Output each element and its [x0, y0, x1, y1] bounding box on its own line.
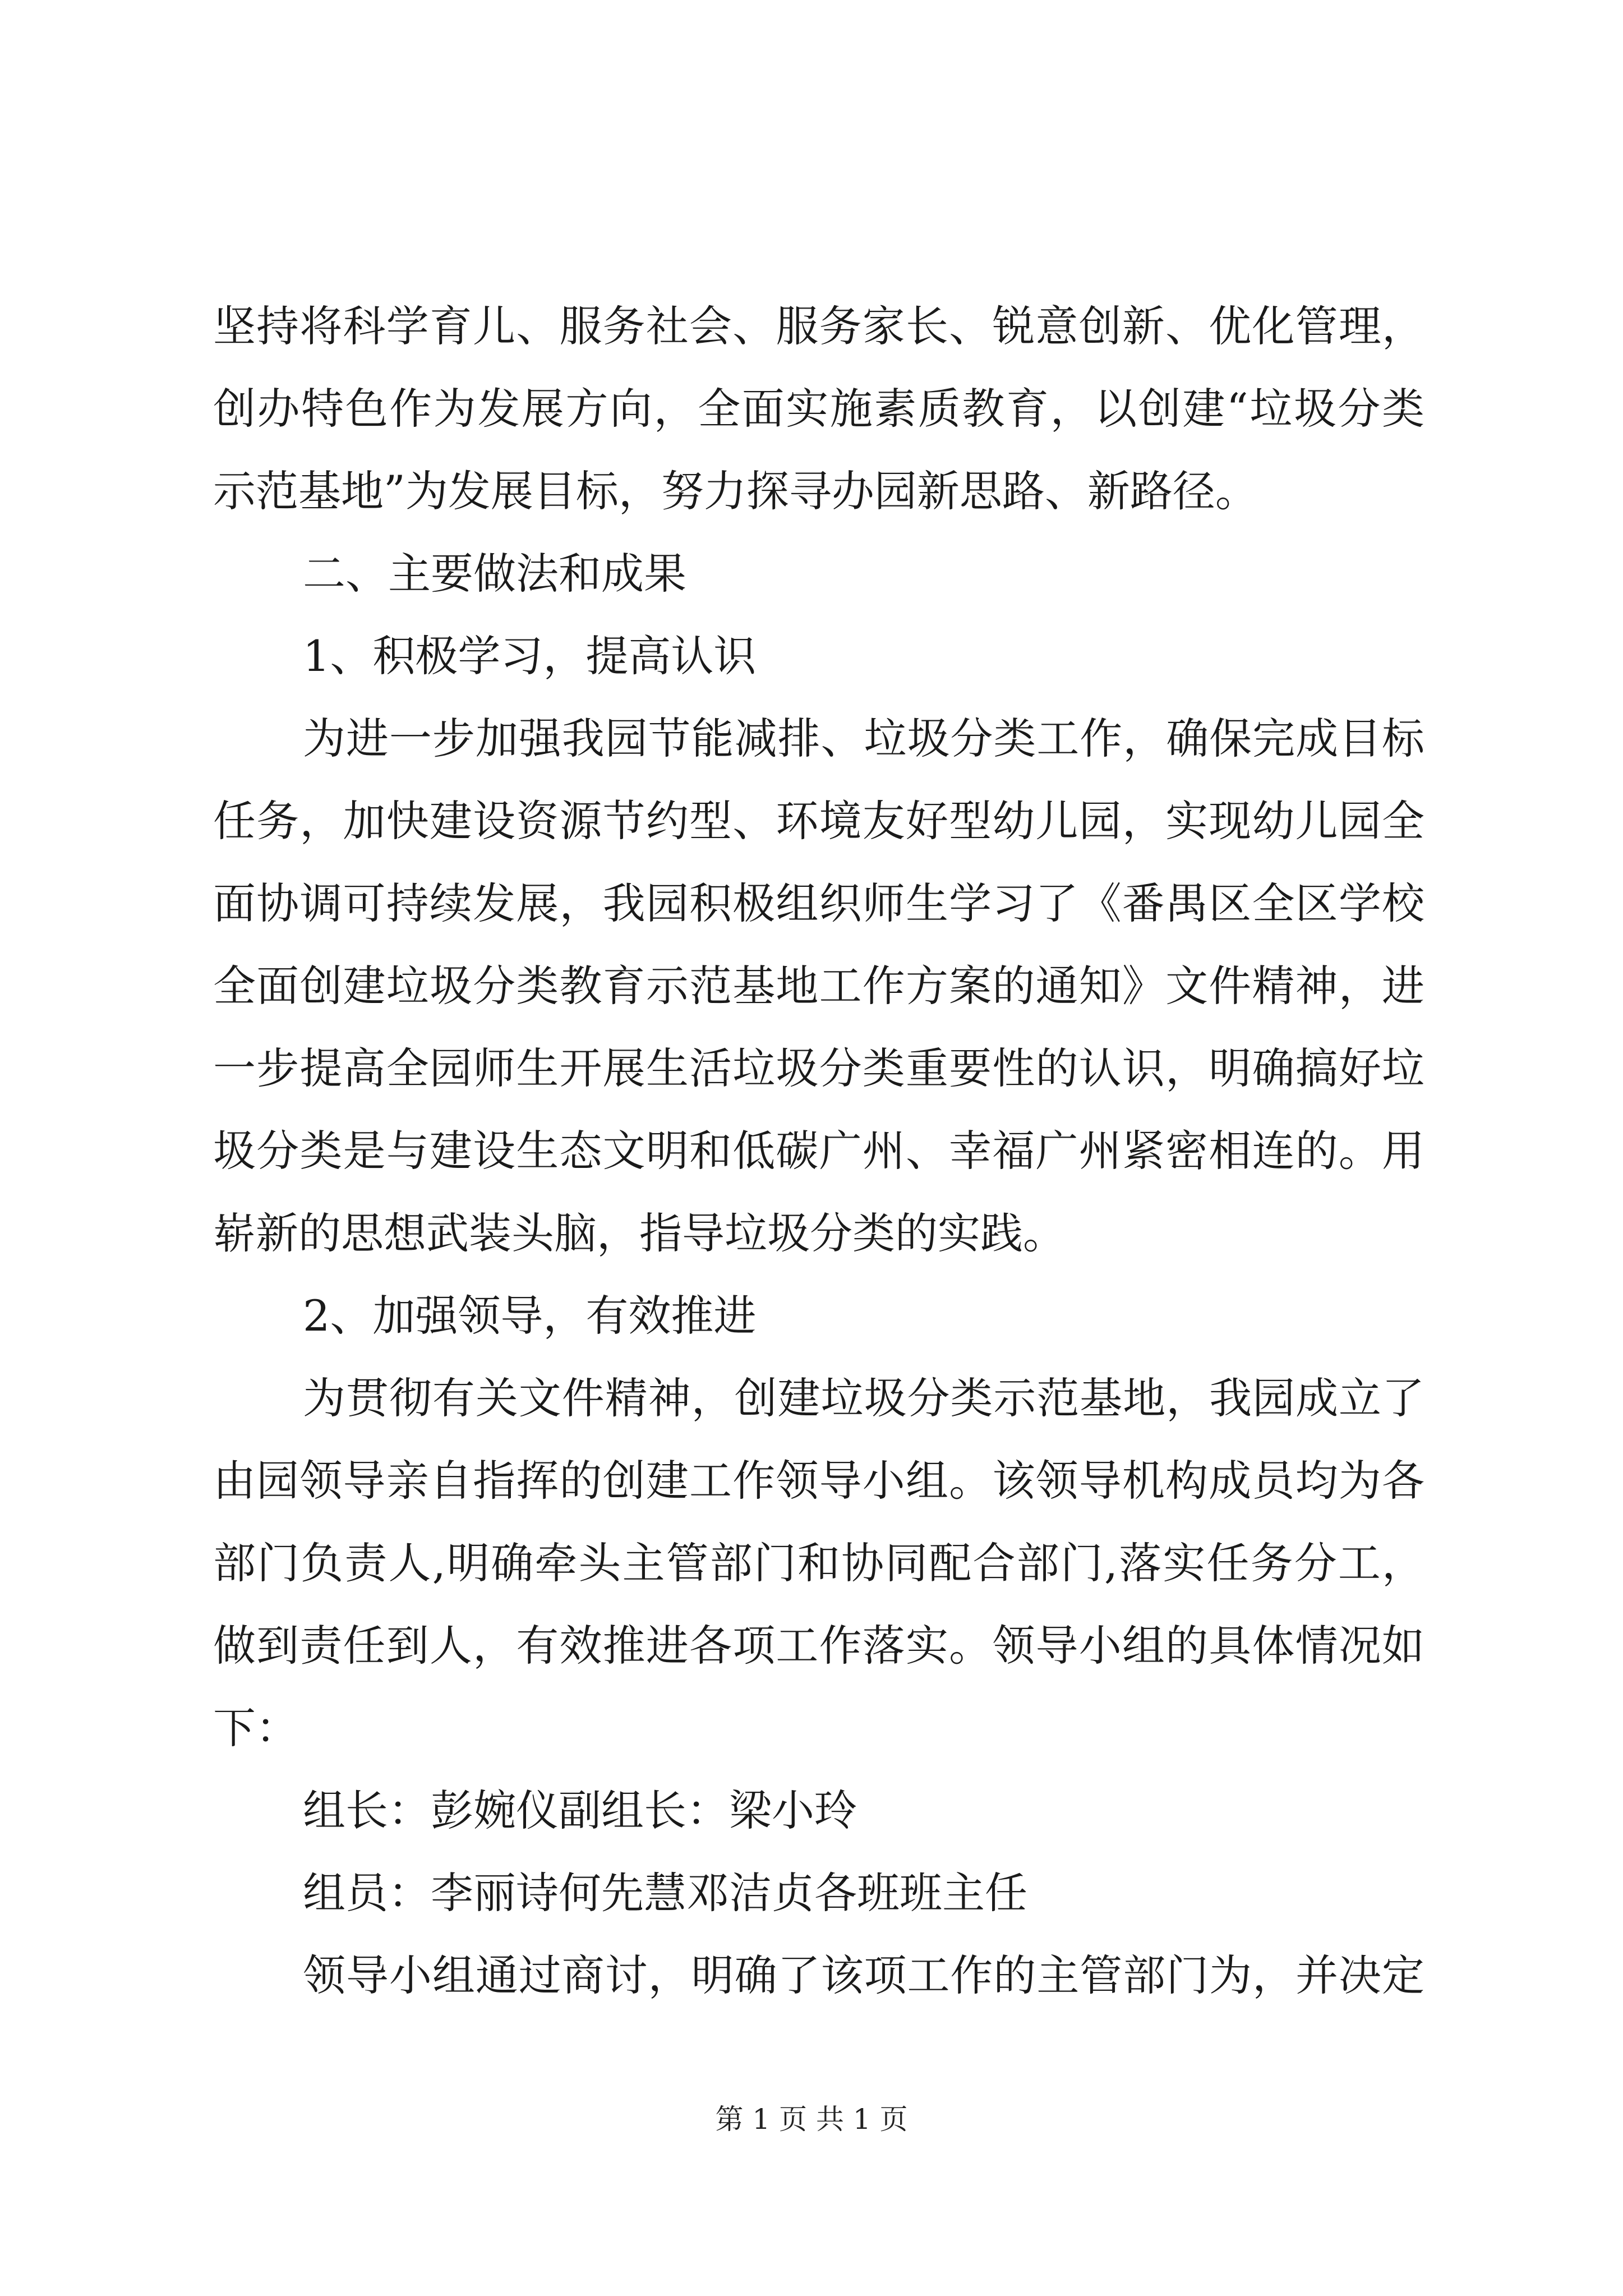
paragraph-line: 面协调可持续发展，我园积极组织师生学习了《番禺区全区学校 — [213, 878, 1424, 928]
section-heading: 二、主要做法和成果 — [303, 549, 686, 599]
paragraph-line: 示范基地”为发展目标，努力探寻办园新思路、新路径。 — [213, 466, 1258, 516]
paragraph-line: 创办特色作为发展方向，全面实施素质教育，以创建“垃圾分类 — [213, 384, 1424, 434]
page-footer: 第 1 页 共 1 页 — [715, 2103, 908, 2136]
paragraph-line: 由园领导亲自指挥的创建工作领导小组。该领导机构成员均为各 — [213, 1456, 1424, 1506]
paragraph-line: 组员：李丽诗何先慧邓洁贞各班班主任 — [303, 1868, 1027, 1918]
paragraph-line: 领导小组通过商讨，明确了该项工作的主管部门为，并决定 — [303, 1950, 1424, 2000]
paragraph-line: 崭新的思想武装头脑，指导垃圾分类的实践。 — [213, 1208, 1066, 1258]
paragraph-line: 为贯彻有关文件精神，创建垃圾分类示范基地，我园成立了 — [303, 1373, 1424, 1423]
paragraph-line: 圾分类是与建设生态文明和低碳广州、幸福广州紧密相连的。用 — [213, 1126, 1424, 1176]
paragraph-line: 全面创建垃圾分类教育示范基地工作方案的通知》文件精神，进 — [213, 961, 1424, 1011]
paragraph-line: 一步提高全园师生开展生活垃圾分类重要性的认识，明确搞好垃 — [213, 1043, 1424, 1093]
paragraph-line: 组长：彭婉仪副组长：梁小玲 — [303, 1786, 857, 1835]
paragraph-line: 部门负责人,明确牵头主管部门和协同配合部门,落实任务分工， — [213, 1538, 1424, 1588]
paragraph-line: 为进一步加强我园节能减排、垃圾分类工作，确保完成目标 — [303, 714, 1424, 763]
paragraph-line: 任务，加快建设资源节约型、环境友好型幼儿园，实现幼儿园全 — [213, 796, 1424, 846]
subsection-heading: 1、积极学习，提高认识 — [303, 631, 757, 681]
paragraph-line: 下： — [213, 1703, 298, 1753]
paragraph-line: 坚持将科学育儿、服务社会、服务家长、锐意创新、优化管理， — [213, 301, 1424, 351]
subsection-heading: 2、加强领导，有效推进 — [303, 1291, 757, 1341]
paragraph-line: 做到责任到人，有效推进各项工作落实。领导小组的具体情况如 — [213, 1621, 1424, 1671]
